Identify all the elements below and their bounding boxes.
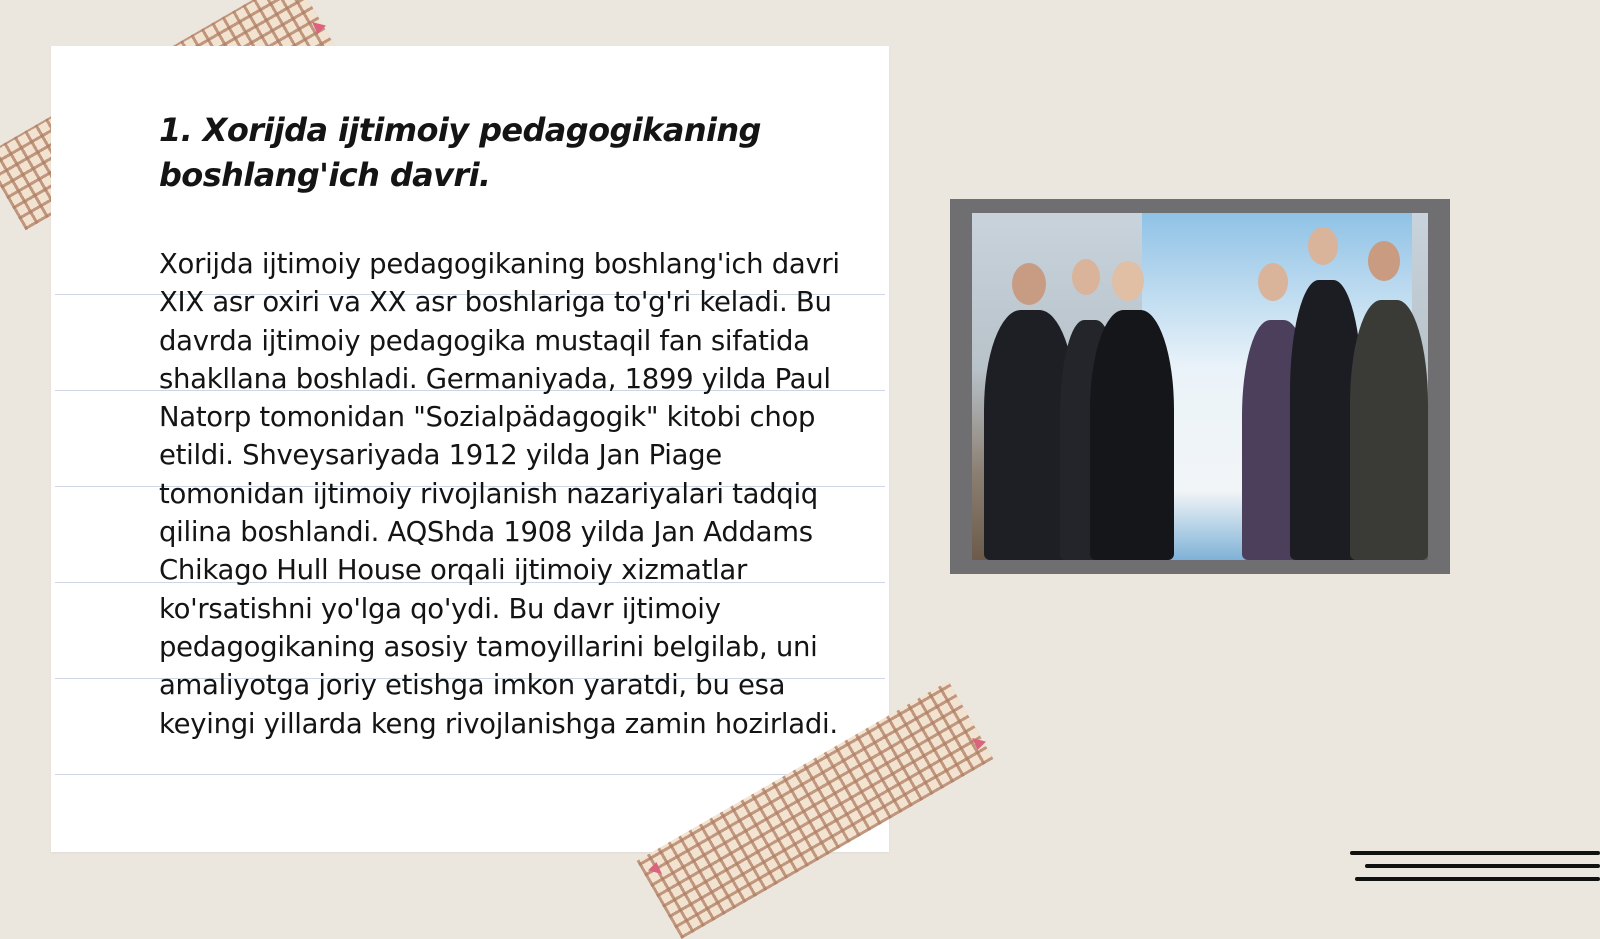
decorative-line [1355, 877, 1600, 881]
photo-person-head [1308, 227, 1338, 265]
photo-person-head [1258, 263, 1288, 301]
photo-person [1350, 300, 1428, 560]
photo-person-head [1072, 259, 1100, 295]
photo-person-head [1368, 241, 1400, 281]
photo-person [1090, 310, 1174, 560]
paper-rule-line [55, 774, 885, 775]
slide-body-text: Xorijda ijtimoiy pedagogikaning boshlang'ich davri XIX asr oxiri va XX asr boshlariga to'g'ri keladi. Bu davrda ijtimoiy pedagogika mustaqil fan sifatida shakllana boshladi. Germaniyada, 1899 yilda Paul Natorp tomonidan "Sozialpädagogik" kitobi chop etildi. Shveysariyada 1912 yilda Jan Piage tomonidan ijtimoiy rivojlanish nazariyalari tadqiq qilina boshlandi. AQShda 1908 yilda Jan Addams Chikago Hull House orqali ijtimoiy xizmatlar ko'rsatishni yo'lga qo'ydi. Bu davr ijtimoiy pedagogikaning asosiy tamoyillarini belgilab, uni amaliyotga joriy etishga imkon yaratdi, bu esa keyingi yillarda keng rivojlanishga zamin hozirladi. [159, 248, 840, 740]
notepaper-card [51, 46, 889, 852]
photo-person-head [1012, 263, 1046, 305]
slide-title: 1. Xorijda ijtimoiy pedagogikaning boshlang'ich davri. [159, 111, 761, 194]
group-photo [972, 213, 1428, 560]
decorative-line [1350, 851, 1600, 855]
photo-person-head [1112, 261, 1144, 301]
group-photo-frame [950, 199, 1450, 574]
decorative-line [1365, 864, 1600, 868]
